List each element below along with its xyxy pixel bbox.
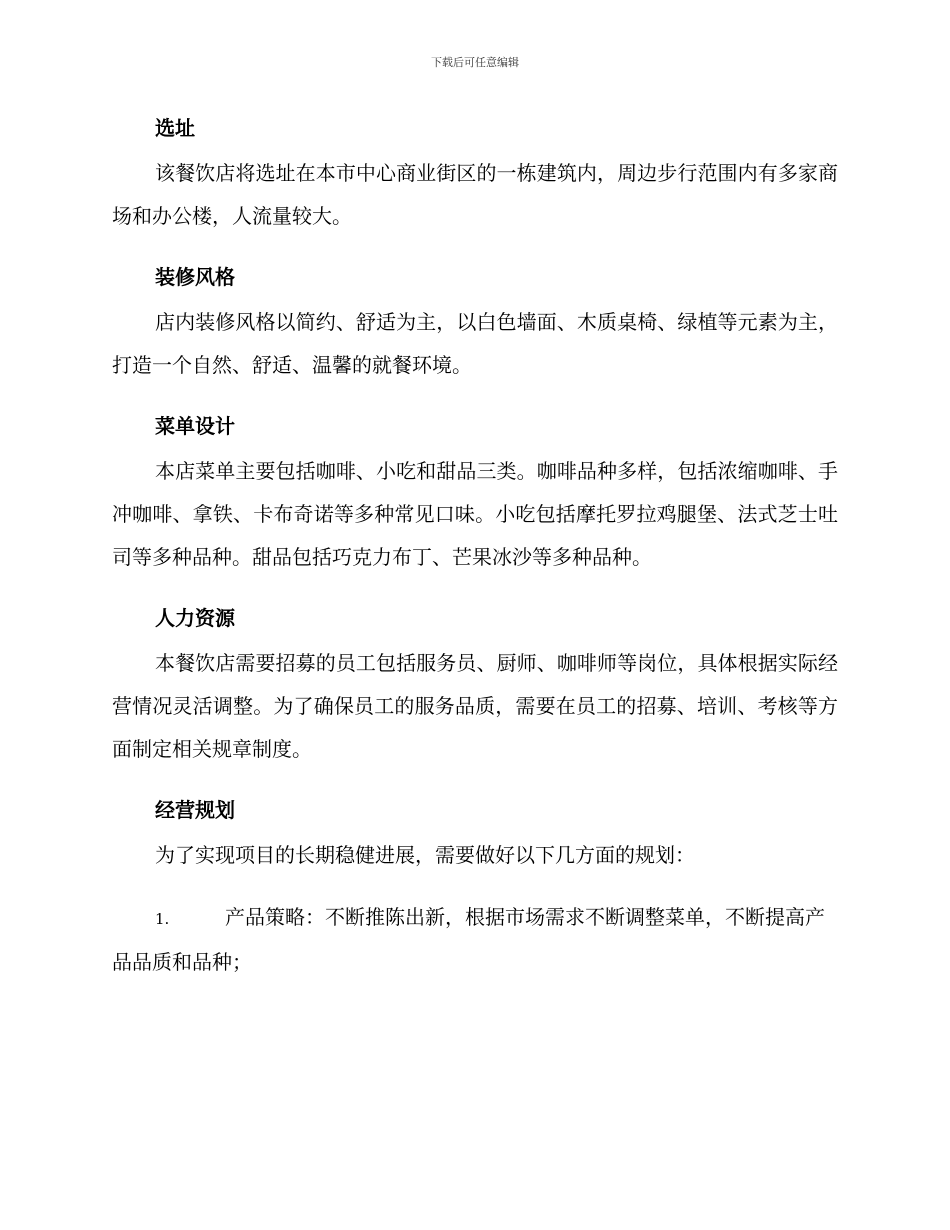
list-item — [112, 896, 838, 984]
section-text-decoration: 店内装修风格以简约、舒适为主，以白色墙面、木质桌椅、绿植等元素为主，打造一个自然、舒适、温馨的就餐环境。 — [112, 310, 838, 377]
section-heading-decoration: 装修风格 — [155, 265, 235, 289]
section-text-hr: 本餐饮店需要招募的员工包括服务员、厨师、咖啡师等岗位，具体根据实际经营情况灵活调整。为了确保员工的服务品质，需要在员工的招募、培训、考核等方面制定相关规章制度。 — [112, 651, 838, 761]
list-item-text: 产品策略：不断推陈出新，根据市场需求不断调整菜单，不断提高产品品质和品种； — [112, 905, 825, 974]
section-heading-planning: 经营规划 — [155, 798, 235, 822]
list-item-number: 1. — [155, 910, 170, 928]
section-heading-location: 选址 — [155, 116, 195, 140]
section-text-menu: 本店菜单主要包括咖啡、小吃和甜品三类。咖啡品种多样，包括浓缩咖啡、手冲咖啡、拿铁、卡布奇诺等多种常见口味。小吃包括摩托罗拉鸡腿堡、法式芝士吐司等多种品种。甜品包括巧克力布丁、芒果冰沙等多种品种。 — [112, 459, 838, 569]
section-heading-hr: 人力资源 — [155, 606, 235, 630]
header-note: 下载后可任意编辑 — [431, 56, 519, 69]
section-heading-menu: 菜单设计 — [155, 414, 235, 438]
section-text-planning: 为了实现项目的长期稳健进展，需要做好以下几方面的规划： — [155, 843, 695, 867]
section-text-location: 该餐饮店将选址在本市中心商业街区的一栋建筑内，周边步行范围内有多家商场和办公楼，人流量较大。 — [112, 161, 838, 228]
document-body — [112, 108, 838, 984]
